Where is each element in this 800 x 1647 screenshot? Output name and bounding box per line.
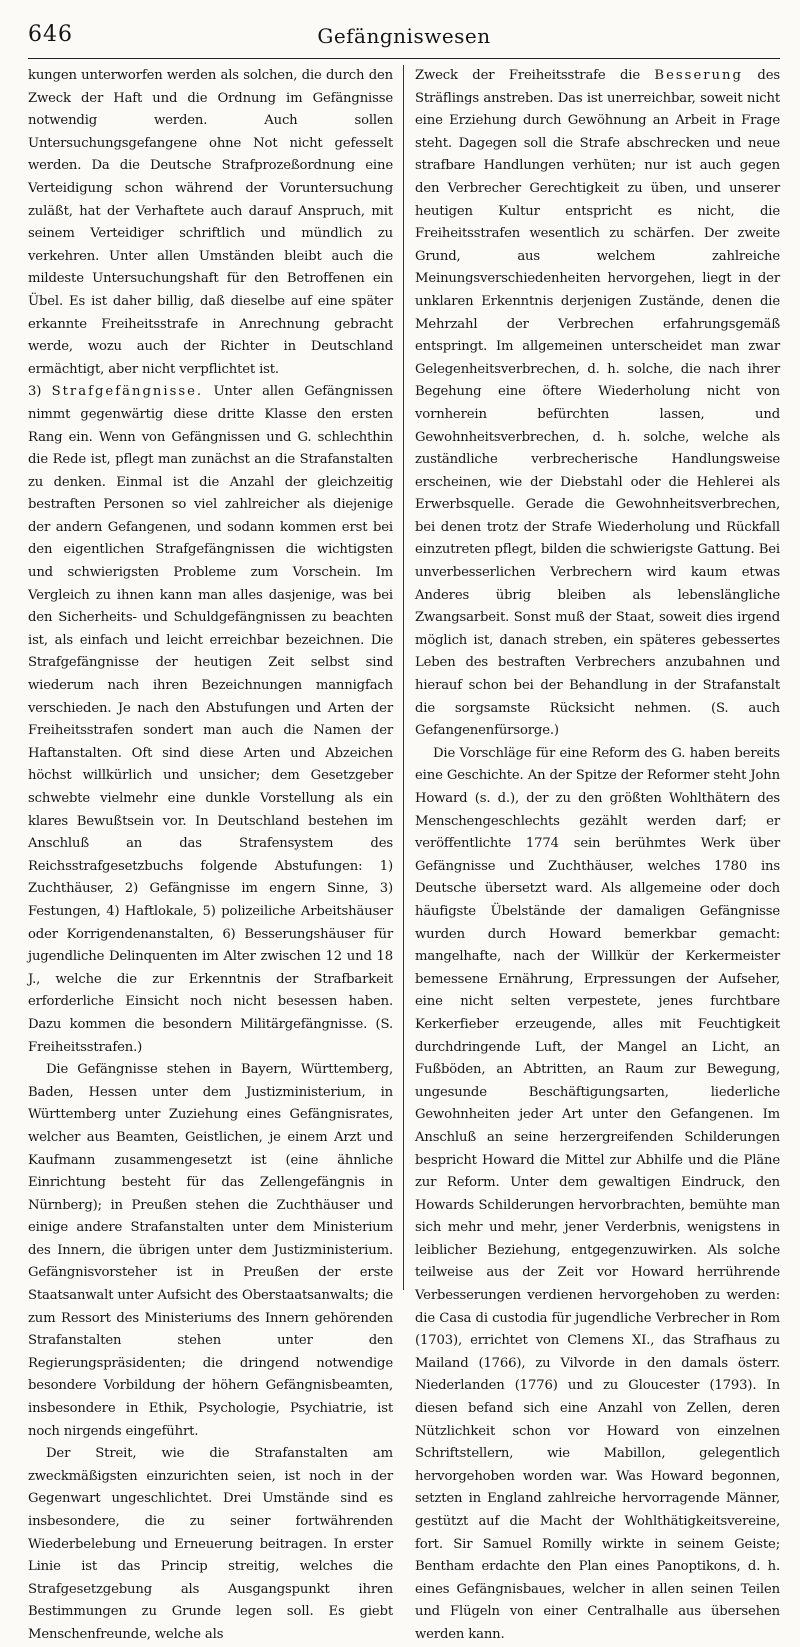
page-header [28,18,780,59]
column-divider [403,65,404,1290]
paragraph-text: Die Gefängnisse stehen in Bayern, Württemberg, Baden, Hessen unter dem Justizministerium, in Württemberg unter Zuziehung eines Gefängnisrates, welcher aus Beamten, Geistlichen, je einem Arzt und Kaufmann zusammengesetzt ist (eine ähnliche Einrichtung besteht für das Zellengefängnis in Nürnberg); in Preußen stehen die Zuchthäuser und einige andere Strafanstalten unter dem Ministerium des Innern, die übrigen unter dem Justizministerium. Gefängnisvorsteher ist in Preußen der erste Staatsanwalt unter Aufsicht des Oberstaatsanwalts; die zum Ressort des Ministeriums des Innern gehörenden Strafanstalten stehen unter den Regierungspräsidenten; die dringend notwendige besondere Vorbildung der höhern Gefängnisbeamten, insbesondere in Ethik, Psychologie, Psychiatrie, ist noch nirgends eingeführt. [28,1062,393,1439]
paragraph [28,381,393,1059]
paragraph [28,1443,393,1646]
page-number: 646 [28,22,73,47]
paragraph-text: des Sträflings anstreben. Das ist unerreichbar, soweit nicht eine Erziehung durch Gewöhnung an Arbeit in Frage steht. Dagegen soll die Strafe abschrecken und neue strafbare Handlungen verhüten; nur ist auch gegen den Verbrecher Gerechtigkeit zu üben, und unserer heutigen Kultur entspricht es nicht, die Freiheitsstrafen wesentlich zu schärfen. Der zweite Grund, aus welchem zahlreiche Meinungsverschiedenheiten hervorgehen, liegt in der unklaren Erkenntnis derjenigen Zustände, denen die Mehrzahl der Verbrechen erfahrungsgemäß entspringt. Im allgemeinen unterscheidet man zwar Gelegenheitsverbrechen, d. h. solche, die nach ihrer Begehung eine öftere Wiederholung nicht von vornherein befürchten lassen, und Gewohnheitsverbrechen, d. h. solche, welche als zuständliche verbrecherische Handlungsweise erscheinen, wie der Diebstahl oder die Hehlerei als Erwerbsquelle. Gerade die Gewohnheitsverbrechen, bei denen trotz der Strafe Wiederholung und Rückfall einzutreten pflegt, bilden die schwierigste Gattung. Bei unverbesserlichen Verbrechern wird kaum etwas Anderes übrig bleiben als lebenslängliche Zwangsarbeit. Sonst muß der Staat, soweit dies irgend möglich ist, danach streben, ein späteres gebessertes Leben des bestraften Verbrechers anzubahnen und hierauf schon bei der Behandlung in der Strafanstalt die sorgsamste Rücksicht nehmen. (S. auch Gefangenenfürsorge.) [415,68,780,739]
emphasis: Besserung [654,68,743,83]
paragraph-lead: Zweck der Freiheitsstrafe die [415,68,655,83]
running-head: Gefängniswesen [317,24,491,48]
paragraph [28,1059,393,1443]
paragraph-text: Die Vorschläge für eine Reform des G. haben bereits eine Geschichte. An der Spitze der Reformer steht John Howard (s. d.), der zu den größten Wohlthätern des Menschengeschlechts gezählt werden darf; er veröffentlichte 1774 sein berühmtes Werk über Gefängnisse und Zuchthäuser, welches 1780 ins Deutsche übersetzt ward. Als allgemeine oder doch häufigste Übelstände der damaligen Gefängnisse wurden durch Howard bemerkbar gemacht: mangelhafte, nach der Willkür der Kerkermeister bemessene Ernährung, Erpressungen der Aufseher, eine nicht selten verpestete, jenes furchtbare Kerkerfieber erzeugende, alles mit Feuchtigkeit durchdringende Luft, der Mangel an Licht, an Fußböden, an Abtritten, an Raum zur Bewegung, ungesunde Beschäftigungsarten, liederliche Gewohnheiten jeder Art unter den Gefangenen. Im Anschluß an seine herzergreifenden Schilderungen bespricht Howard die Mittel zur Abhilfe und die Pläne zur Reform. Unter dem gewaltigen Eindruck, den Howards Schilderungen hervorbrachten, bemühte man sich mehr und mehr, jener Verderbnis, wenigstens in leiblicher Beziehung, entgegenzuwirken. Als solche teilweise aus der Zeit vor Howard herrührende Verbesserungen verdienen hervorgehoben zu werden: die Casa di custodia für jugendliche Verbrecher in Rom (1703), errichtet von Clemens XI., das Strafhaus zu Mailand (1766), zu Vilvorde in den damals österr. Niederlanden (1776) und zu Gloucester (1793). In diesen befand sich eine Anzahl von Zellen, deren Nützlichkeit schon vor Howard von einzelnen Schriftstellern, wie Mabillon, gelegentlich hervorgehoben worden war. Was Howard begonnen, setzten in England zahlreiche hervorragende Männer, gestützt auf die Macht der Wohlthätigkeitsvereine, fort. Sir Samuel Romilly wirkte in seinem Geiste; Bentham erdachte den Plan eines Panoptikons, d. h. eines Gefängnisbaues, welcher in allen seinen Teilen und Flügeln von einer Centralhalle aus übersehen werden kann. [415,745,780,1642]
left-column [28,65,394,1642]
section-heading: Strafgefängnisse. [51,384,204,400]
paragraph-text: Der Streit, wie die Strafanstalten am zweckmäßigsten einzurichten seien, ist noch in der Gegenwart ungeschlichtet. Drei Umstände sind es insbesondere, die zu seiner fortwährenden Wiederbelebung und Erneuerung beitragen. In erster Linie ist das Princip streitig, welches die Strafgesetzgebung als Ausgangspunkt ihren Bestimmungen zu Grunde legen soll. Es giebt Menschenfreunde, welche als [28,1446,393,1642]
text-columns [28,65,780,1642]
paragraph [415,743,780,1647]
paragraph-text: kungen unterworfen werden als solchen, die durch den Zweck der Haft und die Ordnung im Gefängnisse notwendig werden. Auch sollen Untersuchungsgefangene ohne Not nicht gefesselt werden. Da die Deutsche Strafprozeßordnung eine Verteidigung schon während der Voruntersuchung zuläßt, hat der Verhaftete auch darauf Anspruch, mit seinem Verteidiger schriftlich und mündlich zu verkehren. Unter allen Umständen bleibt auch die mildeste Untersuchungshaft für den Betroffenen ein Übel. Es ist daher billig, daß dieselbe auf eine später erkannte Freiheitsstrafe in Anrechnung gebracht werde, wozu auch der Richter in Deutschland ermächtigt, aber nicht verpflichtet ist. [28,68,393,377]
paragraph-lead: 3) [28,384,52,400]
paragraph [28,65,393,381]
paragraph-text: Unter allen Gefängnissen nimmt gegenwärtig diese dritte Klasse den ersten Rang ein. Wenn von Gefängnissen und G. schlechthin die Rede ist, pflegt man zunächst an die Strafanstalten zu denken. Einmal ist die Anzahl der gleichzeitig bestraften Personen so viel zahlreicher als diejenige der andern Gefangenen, und sodann kommen erst bei den eigentlichen Strafgefängnissen die wichtigsten und schwierigsten Probleme zum Vorschein. Im Vergleich zu ihnen kann man alles dasjenige, was bei den Sicherheits- und Schuldgefängnissen zu beachten ist, als einfach und leicht erreichbar bezeichnen. Die Strafgefängnisse der heutigen Zeit selbst sind wiederum nach ihren Bezeichnungen mannigfach verschieden. Je nach den Abstufungen und Arten der Freiheitsstrafen sondert man auch die Namen der Haftanstalten. Oft sind diese Arten und Abzeichen höchst willkürlich und unsicher; dem Gesetzgeber schwebte vielmehr eine dunkle Vorstellung als ein klares Bewußtsein vor. In Deutschland bestehen im Anschluß an das Strafensystem des Reichsstrafgesetzbuchs folgende Abstufungen: 1) Zuchthäuser, 2) Gefängnisse im engern Sinne, 3) Festungen, 4) Haftlokale, 5) polizeiliche Arbeitshäuser oder Korrigendenanstalten, 6) Besserungshäuser für jugendliche Delinquenten im Alter zwischen 12 und 18 J., welche die zur Erkenntnis der Strafbarkeit erforderliche Einsicht noch nicht besessen haben. Dazu kommen die besondern Militärgefängnisse. (S. Freiheitsstrafen.) [28,384,394,1055]
paragraph [415,65,780,743]
right-column [415,65,780,1642]
